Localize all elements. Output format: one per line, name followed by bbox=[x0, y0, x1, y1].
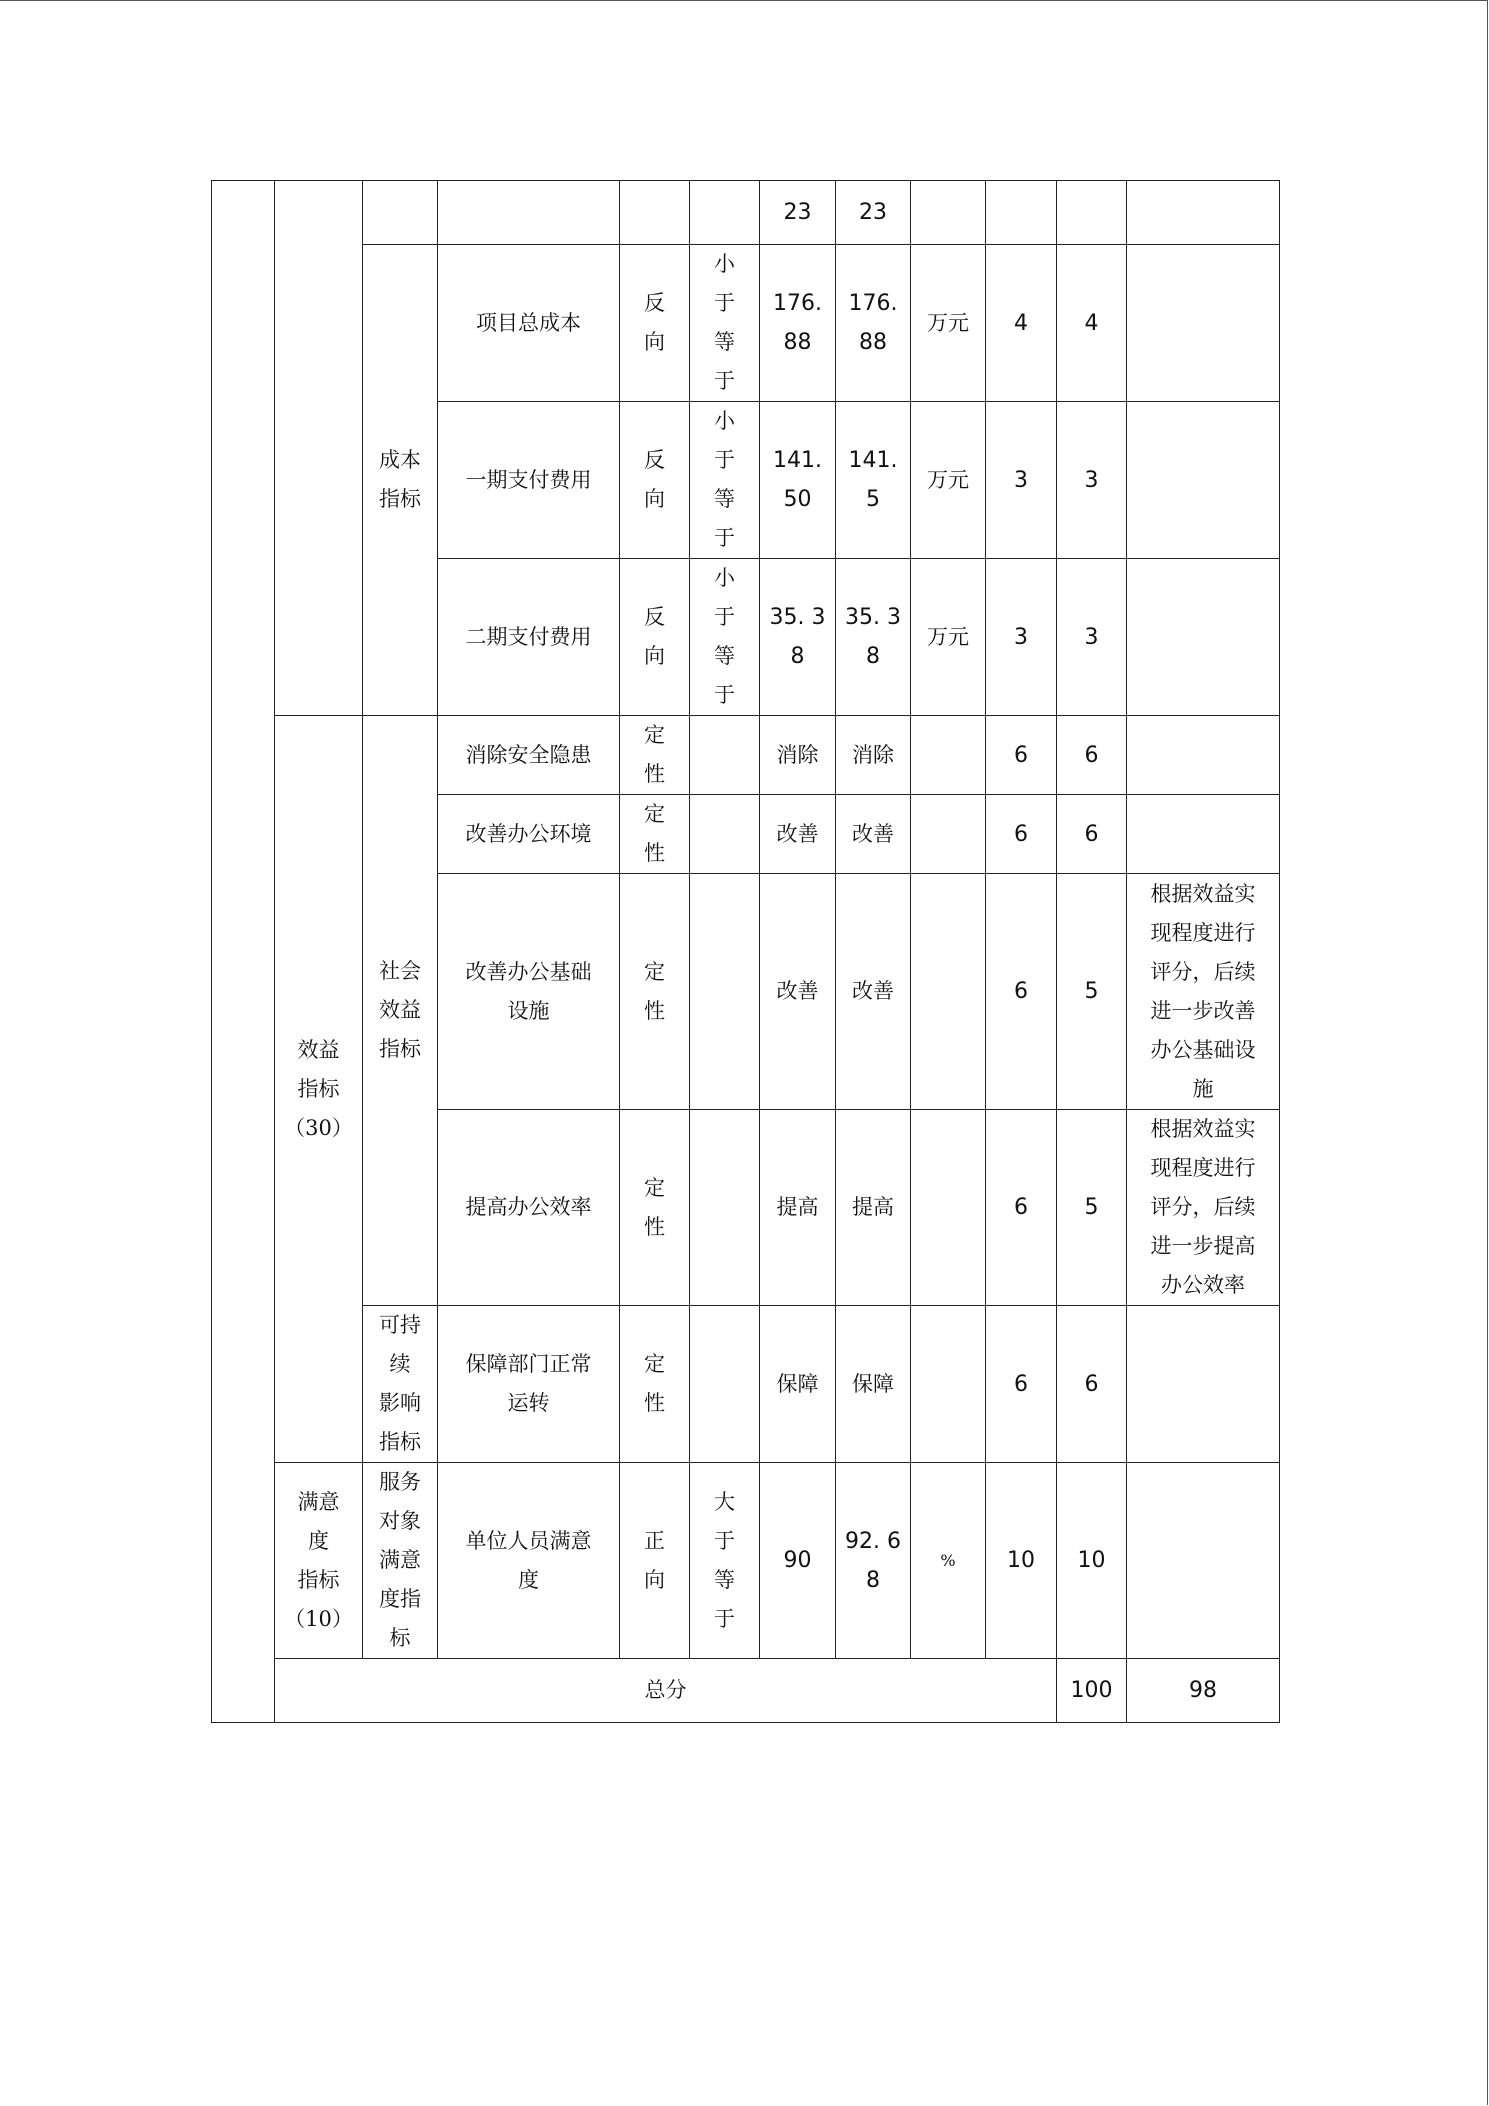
score: 6 bbox=[1057, 716, 1127, 795]
table-row bbox=[212, 245, 1280, 402]
unit: % bbox=[911, 1463, 986, 1659]
direction: 反 向 bbox=[620, 559, 690, 716]
remark: 根据效益实 现程度进行 评分，后续 进一步提高 办公效率 bbox=[1127, 1110, 1280, 1306]
target-value: 保障 bbox=[760, 1306, 836, 1463]
indicator-name: 项目总成本 bbox=[438, 245, 620, 402]
direction: 正 向 bbox=[620, 1463, 690, 1659]
nature: 定 性 bbox=[620, 1306, 690, 1463]
cost-category: 成本 指标 bbox=[363, 245, 438, 716]
table-row bbox=[212, 181, 1280, 245]
unit: 万元 bbox=[911, 245, 986, 402]
indicator-name: 单位人员满意 度 bbox=[438, 1463, 620, 1659]
target-value: 改善 bbox=[760, 874, 836, 1110]
social-benefit-category: 社会 效益 指标 bbox=[363, 716, 438, 1306]
total-label: 总分 bbox=[275, 1659, 1057, 1723]
target-value: 141. 50 bbox=[760, 402, 836, 559]
score: 4 bbox=[1057, 245, 1127, 402]
actual-value: 改善 bbox=[836, 874, 911, 1110]
total-weight: 100 bbox=[1057, 1659, 1127, 1723]
weight: 3 bbox=[986, 402, 1057, 559]
benefit-group: 效益 指标 （30） bbox=[275, 716, 363, 1463]
weight: 10 bbox=[986, 1463, 1057, 1659]
nature: 定 性 bbox=[620, 716, 690, 795]
direction: 反 向 bbox=[620, 402, 690, 559]
actual-value: 23 bbox=[836, 181, 911, 245]
target-value: 改善 bbox=[760, 795, 836, 874]
remark: 根据效益实 现程度进行 评分，后续 进一步改善 办公基础设 施 bbox=[1127, 874, 1280, 1110]
weight: 6 bbox=[986, 1110, 1057, 1306]
actual-value: 35. 3 8 bbox=[836, 559, 911, 716]
indicator-name: 改善办公基础 设施 bbox=[438, 874, 620, 1110]
target-value: 176. 88 bbox=[760, 245, 836, 402]
weight: 6 bbox=[986, 795, 1057, 874]
score: 3 bbox=[1057, 559, 1127, 716]
table-row bbox=[212, 1306, 1280, 1463]
indicator-name: 二期支付费用 bbox=[438, 559, 620, 716]
indicator-name: 提高办公效率 bbox=[438, 1110, 620, 1306]
actual-value: 消除 bbox=[836, 716, 911, 795]
target-value: 提高 bbox=[760, 1110, 836, 1306]
operator: 小 于 等 于 bbox=[690, 402, 760, 559]
target-value: 消除 bbox=[760, 716, 836, 795]
weight: 6 bbox=[986, 716, 1057, 795]
blank-level1-cell bbox=[212, 181, 275, 1723]
unit: 万元 bbox=[911, 402, 986, 559]
operator: 小 于 等 于 bbox=[690, 559, 760, 716]
score: 6 bbox=[1057, 795, 1127, 874]
weight: 6 bbox=[986, 1306, 1057, 1463]
indicator-name: 保障部门正常 运转 bbox=[438, 1306, 620, 1463]
total-row bbox=[212, 1659, 1280, 1723]
nature: 定 性 bbox=[620, 874, 690, 1110]
sustainability-category: 可持 续 影响 指标 bbox=[363, 1306, 438, 1463]
weight: 6 bbox=[986, 874, 1057, 1110]
score: 5 bbox=[1057, 1110, 1127, 1306]
target-value: 35. 3 8 bbox=[760, 559, 836, 716]
score: 3 bbox=[1057, 402, 1127, 559]
actual-value: 92. 6 8 bbox=[836, 1463, 911, 1659]
table-row bbox=[212, 1463, 1280, 1659]
score: 6 bbox=[1057, 1306, 1127, 1463]
weight: 4 bbox=[986, 245, 1057, 402]
unit: 万元 bbox=[911, 559, 986, 716]
total-score: 98 bbox=[1127, 1659, 1280, 1723]
performance-evaluation-table bbox=[211, 180, 1280, 1723]
nature: 定 性 bbox=[620, 1110, 690, 1306]
actual-value: 141. 5 bbox=[836, 402, 911, 559]
table-row bbox=[212, 716, 1280, 795]
target-value: 23 bbox=[760, 181, 836, 245]
indicator-name: 一期支付费用 bbox=[438, 402, 620, 559]
satisfaction-group: 满意 度 指标 （10） bbox=[275, 1463, 363, 1659]
nature: 定 性 bbox=[620, 795, 690, 874]
satisfaction-category: 服务 对象 满意 度指 标 bbox=[363, 1463, 438, 1659]
target-value: 90 bbox=[760, 1463, 836, 1659]
indicator-name: 改善办公环境 bbox=[438, 795, 620, 874]
actual-value: 提高 bbox=[836, 1110, 911, 1306]
actual-value: 改善 bbox=[836, 795, 911, 874]
actual-value: 保障 bbox=[836, 1306, 911, 1463]
operator: 小 于 等 于 bbox=[690, 245, 760, 402]
operator: 大 于 等 于 bbox=[690, 1463, 760, 1659]
actual-value: 176. 88 bbox=[836, 245, 911, 402]
score: 5 bbox=[1057, 874, 1127, 1110]
weight: 3 bbox=[986, 559, 1057, 716]
direction: 反 向 bbox=[620, 245, 690, 402]
score: 10 bbox=[1057, 1463, 1127, 1659]
indicator-name: 消除安全隐患 bbox=[438, 716, 620, 795]
blank-level2-cell bbox=[275, 181, 363, 716]
